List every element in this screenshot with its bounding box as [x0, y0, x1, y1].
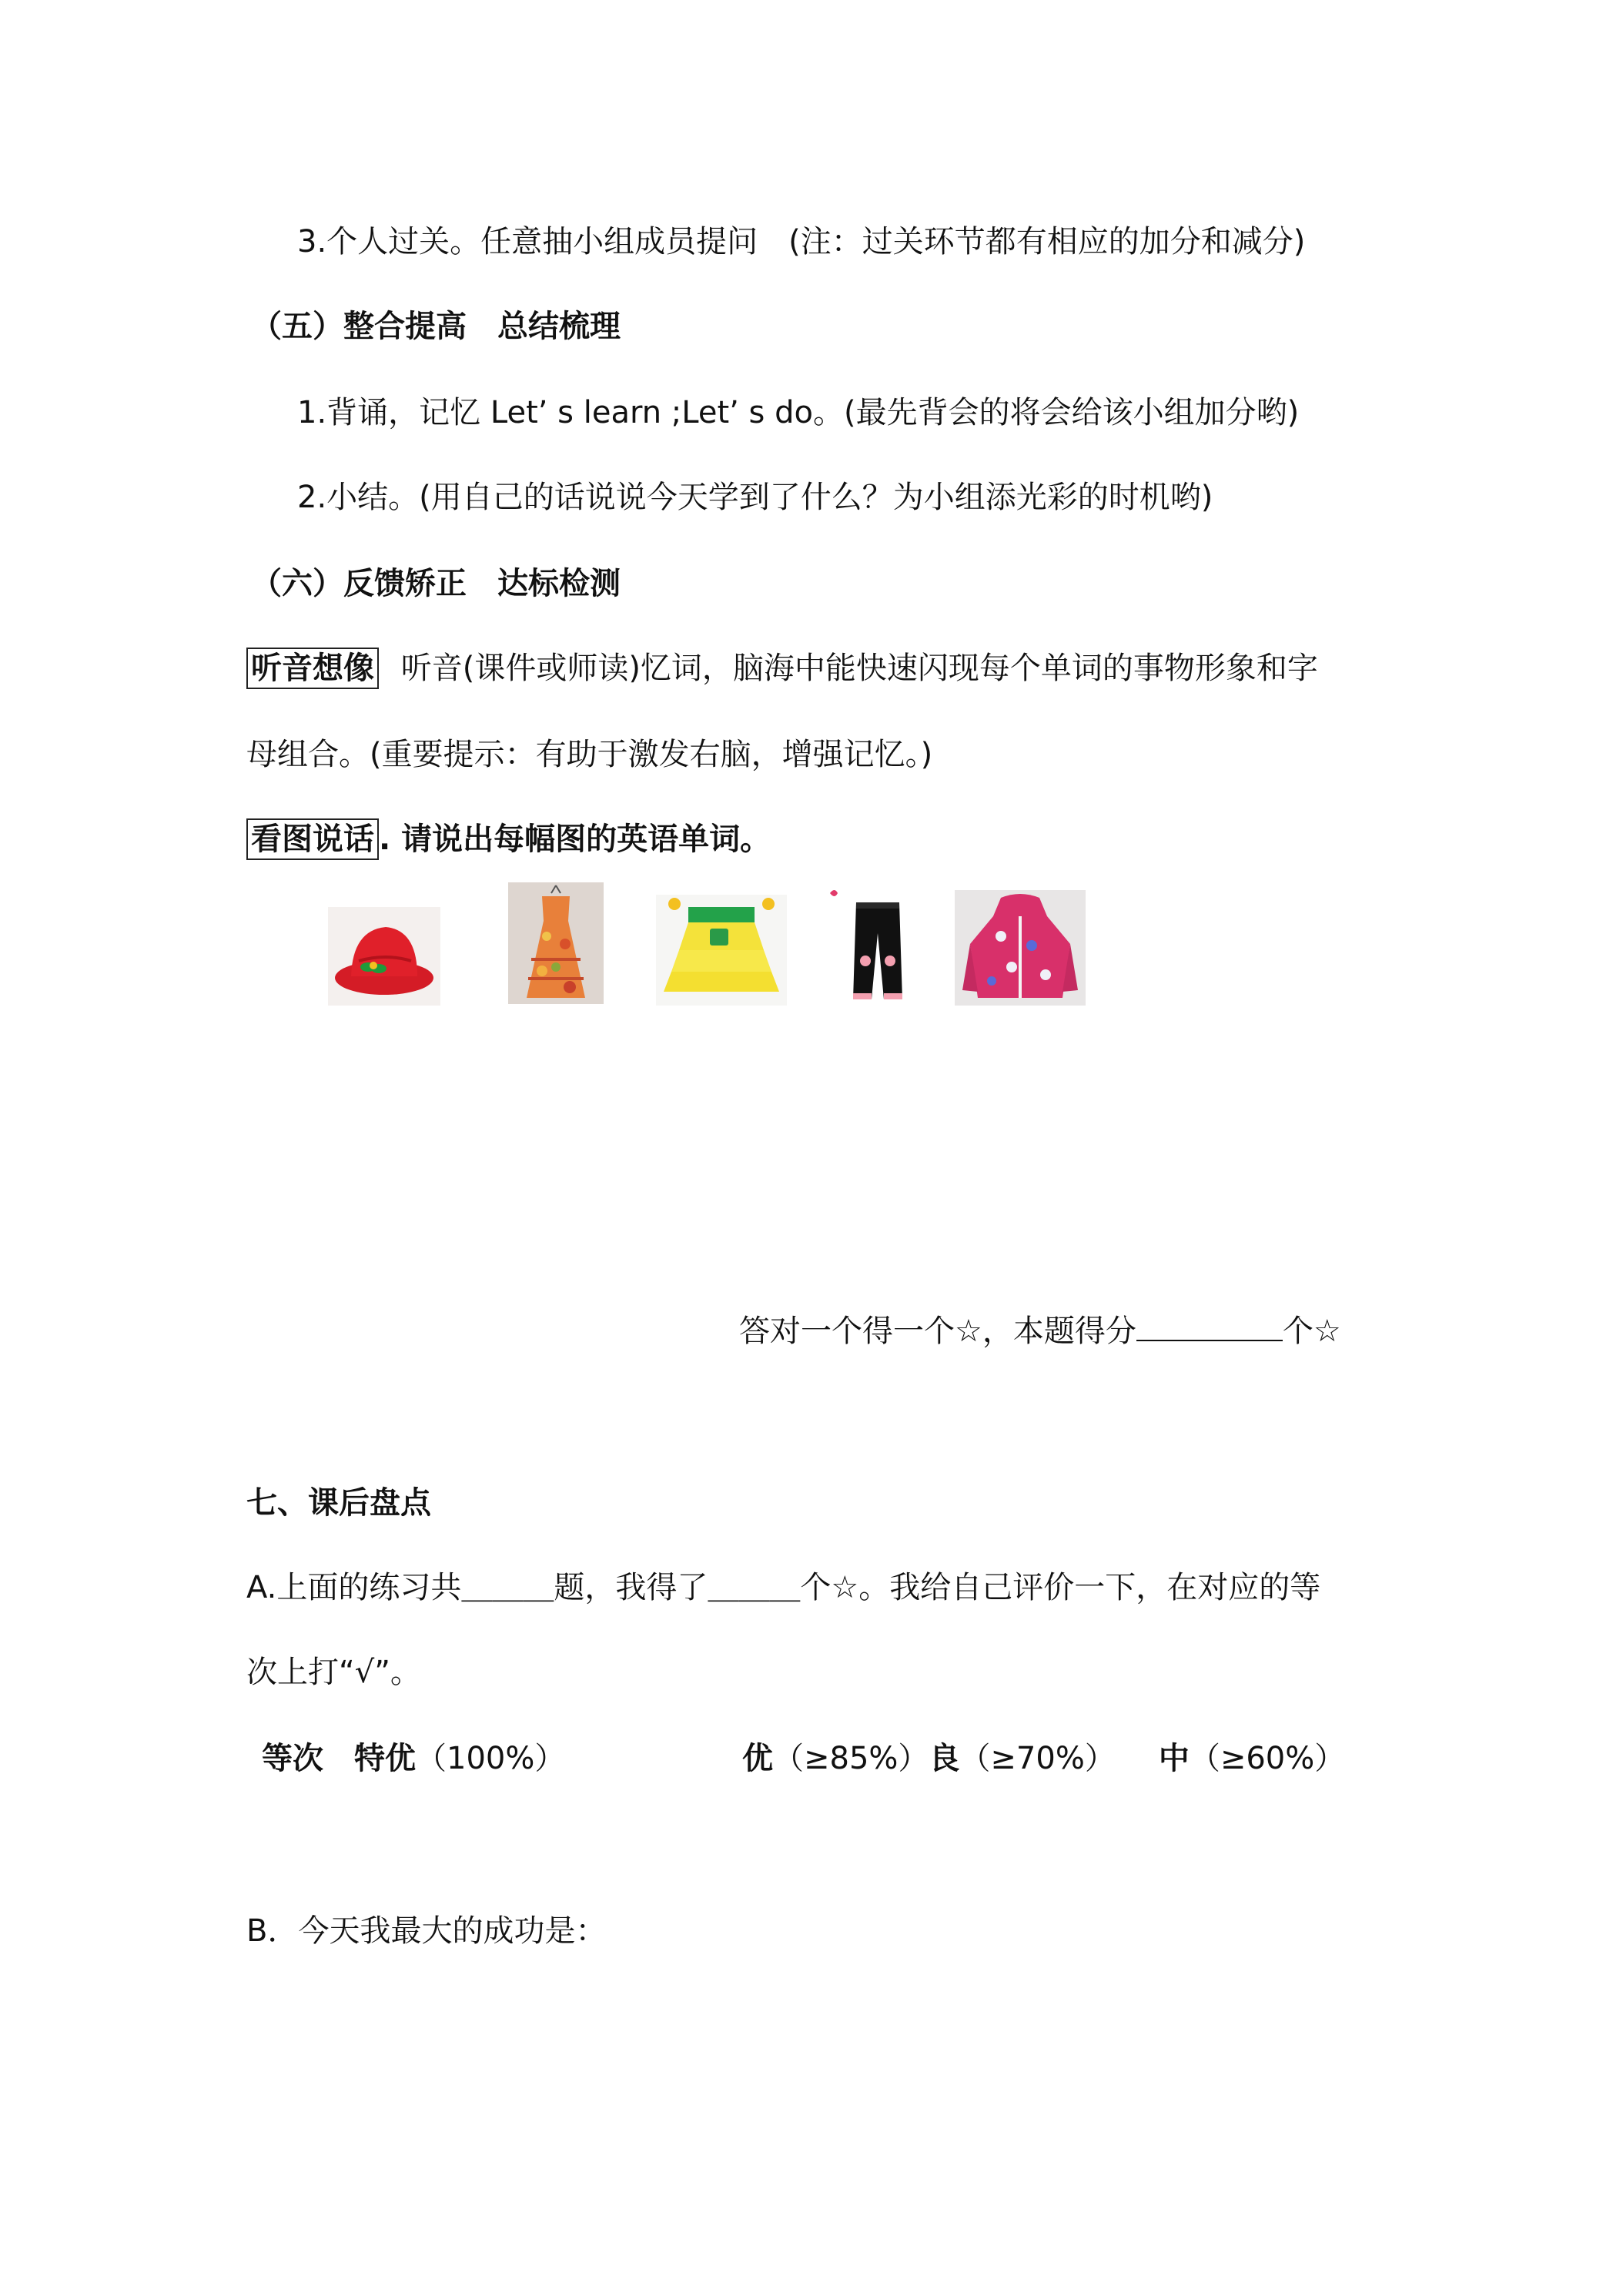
part-b-text: B．今天我最大的成功是： [246, 1913, 607, 1949]
hat-drawing [328, 907, 440, 1006]
grades-row [262, 1740, 565, 1777]
dress-image [508, 882, 604, 1004]
grade-top-range: （100%） [416, 1741, 566, 1776]
coat-image [955, 890, 1086, 1006]
grade-good-range: （≥70%） [959, 1741, 1116, 1776]
dress-drawing [508, 882, 604, 1004]
grade-medium[interactable]: 中 [1158, 1741, 1190, 1776]
pants-drawing [822, 887, 930, 1004]
look-label-box: 看图说话 [246, 818, 379, 860]
skirt-drawing [656, 895, 787, 1006]
grades-label: 等次 [262, 1741, 323, 1776]
item2-text: 2.小结。(用自己的话说说今天学到了什么？为小组添光彩的时机哟) [297, 480, 1213, 515]
skirt-image [656, 895, 787, 1006]
section-6-heading: （六）反馈矫正 达标检测 [251, 566, 621, 601]
grade-excellent-range: （≥85%） [773, 1741, 929, 1776]
step3-text: 3.个人过关。任意抽小组成员提问 (注：过关环节都有相应的加分和减分) [297, 224, 1306, 259]
grade-top[interactable]: 特优 [354, 1741, 416, 1776]
score-blank[interactable] [1136, 1312, 1283, 1341]
part-a-line-1: A.上面的练习共＿＿＿题，我得了＿＿＿个☆。我给自己评价一下，在对应的等 [246, 1570, 1321, 1605]
listen-line-2: 母组合。(重要提示：有助于激发右脑，增强记忆。) [246, 737, 933, 772]
score-line [739, 1312, 1341, 1350]
listen-label-box: 听音想像 [246, 648, 379, 689]
pants-image [822, 887, 930, 1004]
coat-drawing [955, 890, 1086, 1006]
listen-line-1 [246, 650, 1318, 687]
grade-medium-range: （≥60%） [1189, 1741, 1346, 1776]
hat-image [328, 907, 440, 1006]
score-suffix: 个☆ [1282, 1314, 1341, 1349]
score-prefix: 答对一个得一个☆，本题得分 [739, 1314, 1136, 1349]
section-5-heading: （五）整合提高 总结梳理 [251, 309, 621, 344]
listen-text-1: 听音(课件或师读)忆词，脑海中能快速闪现每个单词的事物形象和字 [400, 651, 1318, 686]
look-text: . 请说出每幅图的英语单词。 [379, 822, 771, 857]
grade-excellent[interactable]: 优 [742, 1741, 773, 1776]
item1-text: 1.背诵，记忆 Let’ s learn ;Let’ s do。(最先背会的将会给该小组加分哟) [297, 395, 1300, 430]
look-line [246, 821, 771, 858]
part-a-line-2: 次上打“√”。 [246, 1655, 421, 1690]
grade-good[interactable]: 良 [929, 1741, 960, 1776]
section-7-heading: 七、课后盘点 [246, 1485, 431, 1521]
grades-row-right [742, 1740, 1345, 1777]
